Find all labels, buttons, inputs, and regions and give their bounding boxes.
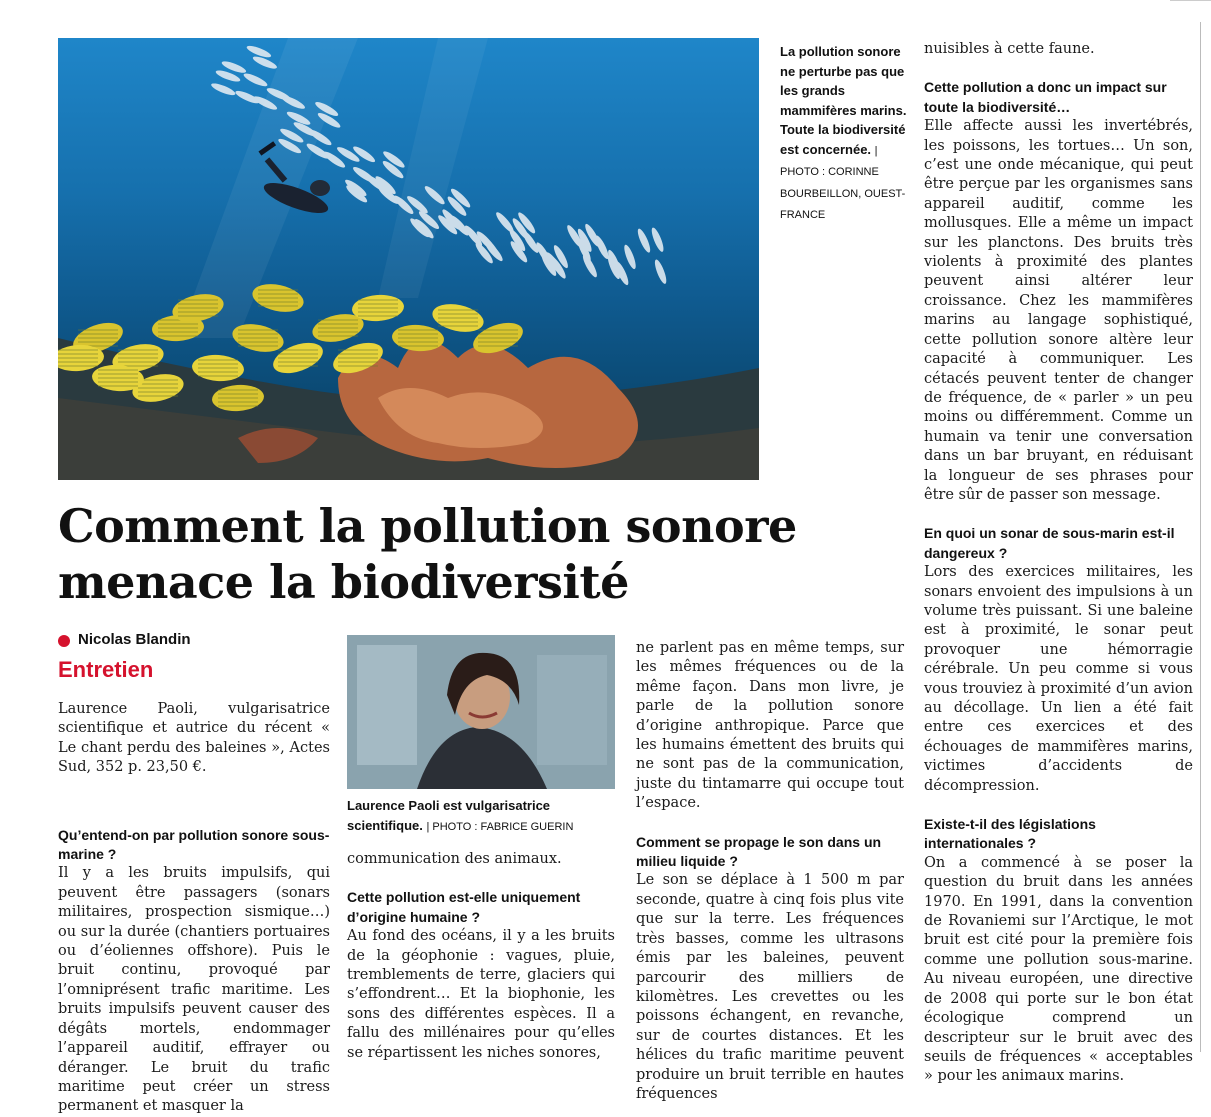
photo-caption (780, 42, 910, 226)
headline-line-2: menace la biodiversité (58, 555, 629, 609)
main-photo (58, 38, 759, 480)
question-3: Comment se propage le son dans un milieu liquide ? (636, 833, 882, 870)
portrait-image (347, 635, 615, 789)
portrait-photo (347, 635, 615, 789)
author-bullet-icon (58, 635, 70, 647)
page-corner-rule (1170, 0, 1211, 1)
answer-4: Elle affecte aussi les invertébrés, les poissons, les tortues… Un son, c’est une onde mécanique, qui peut être perçue par les organismes sans appareil auditif, comme les mollusques. Elle a même un impact sur les planctons. Des bruits très violents à proximité des plantes peuvent ainsi altérer leur croissance. Chez les mammifères marins au langage sophistiqué, cette pollution sonore altère leur capacité à communiquer. Les cétacés peuvent tenter de changer de fréquence, de « parler » un peu moins ou différemment. Comme un humain va tenir une conversation dans un bar bruyant, en réduisant la longueur de ses phrases pour être sûr de passer son message. (924, 118, 1193, 503)
column-3 (636, 639, 904, 1104)
answer-6: On a commencé à se poser la question du bruit dans les années 1970. En 1991, dans la convention de Rovaniemi sur l’Arctique, le mot bruit est cité pour la première fois comme une pollution sous-marine. Au niveau européen, une directive de 2008 qui porte sur le bon état écologique comprend un descripteur sur le bruit avec des seuils de fréquences « acceptables » pour les animaux marins. (924, 854, 1193, 1085)
photo-caption-text: La pollution sonore ne perturbe pas que les grands mammifères marins. Toute la biodiversité est concernée. (780, 44, 907, 157)
answer-5: Lors des exercices militaires, les sonars envoient des impulsions à un volume très puissant. Si une baleine est à proximité, le sonar peut provoquer une hémorragie cérébrale. Un peu comme si vous vous trouviez à proximité d’un avion au décollage. Un lien a été fait entre ces exercices et des échouages de mammifères marins, victimes d’accidents de décompression. (924, 564, 1193, 794)
portrait-credit: | PHOTO : FABRICE GUERIN (426, 820, 574, 833)
headline (58, 498, 858, 610)
question-6: Existe-t-il des législations internationales ? (924, 816, 1096, 852)
answer-3: Le son se déplace à 1 500 m par seconde, quatre à cinq fois plus vite que sur la terre. Les fréquences très basses, comme les ultrasons émis par les baleines, peuvent parcourir des milliers de kilomètres. Les crevettes ou les poissons échangent, en revanche, sur de courtes distances. Et les hélices du trafic maritime peuvent produire un bruit terrible en hautes fréquences (636, 872, 904, 1102)
author-name: Nicolas Blandin (78, 631, 191, 648)
answer-1: Il y a les bruits impulsifs, qui peuvent être passagers (sonars militaires, prospection sismique…) ou sur la durée (chantiers portuaires ou d’éoliennes offshore). Puis le bruit continu, provoqué par l’omniprésent trafic maritime. Les bruits impulsifs peuvent causer des dégâts mortels, endommager l’appareil auditif, effrayer ou déranger. Le bruit du trafic maritime peut créer un stress permanent et masquer la (58, 865, 330, 1115)
answer-1-continued: communication des animaux. (347, 851, 562, 867)
question-2: Cette pollution est-elle uniquement d’origine humaine ? (347, 889, 581, 925)
page-edge-rule (1200, 22, 1201, 1052)
portrait-caption-text: Laurence Paoli est vulgarisatrice scientifique. (347, 798, 551, 833)
answer-2: Au fond des océans, il y a les bruits de la géophonie : vagues, pluie, tremblements de terre, glaciers qui s’effondrent… Et la biophonie, les sons des différentes espèces. Il a fallu des millénaires pour qu’elles se répartissent les niches sonores, (347, 928, 615, 1061)
question-5: En quoi un sonar de sous-marin est-il dangereux ? (924, 525, 1175, 561)
portrait-caption (347, 796, 615, 837)
question-4: Cette pollution a donc un impact sur toute la biodiversité… (924, 79, 1167, 115)
column-2 (347, 850, 615, 1063)
column-1 (58, 700, 330, 1117)
question-1: Qu’entend-on par pollution sonore sous-marine ? (58, 826, 330, 863)
headline-line-1: Comment la pollution sonore (58, 499, 797, 553)
answer-2-continued: ne parlent pas en même temps, sur les mêmes fréquences ou de la même façon. Dans mon livre, je parle de la pollution sonore d’origine anthropique. Parce que les humains émettent des bruits qui ne sont pas de la communication, juste du tintamarre qui occupe tout l’espace. (636, 640, 904, 812)
column-4 (924, 40, 1193, 1087)
photo-credit: | PHOTO : CORINNE BOURBEILLON, OUEST-FRANCE (780, 144, 906, 221)
intro-paragraph: Laurence Paoli, vulgarisatrice scientifique et autrice du récent « Le chant perdu des baleines », Actes Sud, 352 p. 23,50 €. (58, 701, 330, 776)
kicker-label: Entretien (58, 657, 154, 682)
underwater-scene-image (58, 38, 759, 480)
answer-3-continued: nuisibles à cette faune. (924, 41, 1095, 57)
